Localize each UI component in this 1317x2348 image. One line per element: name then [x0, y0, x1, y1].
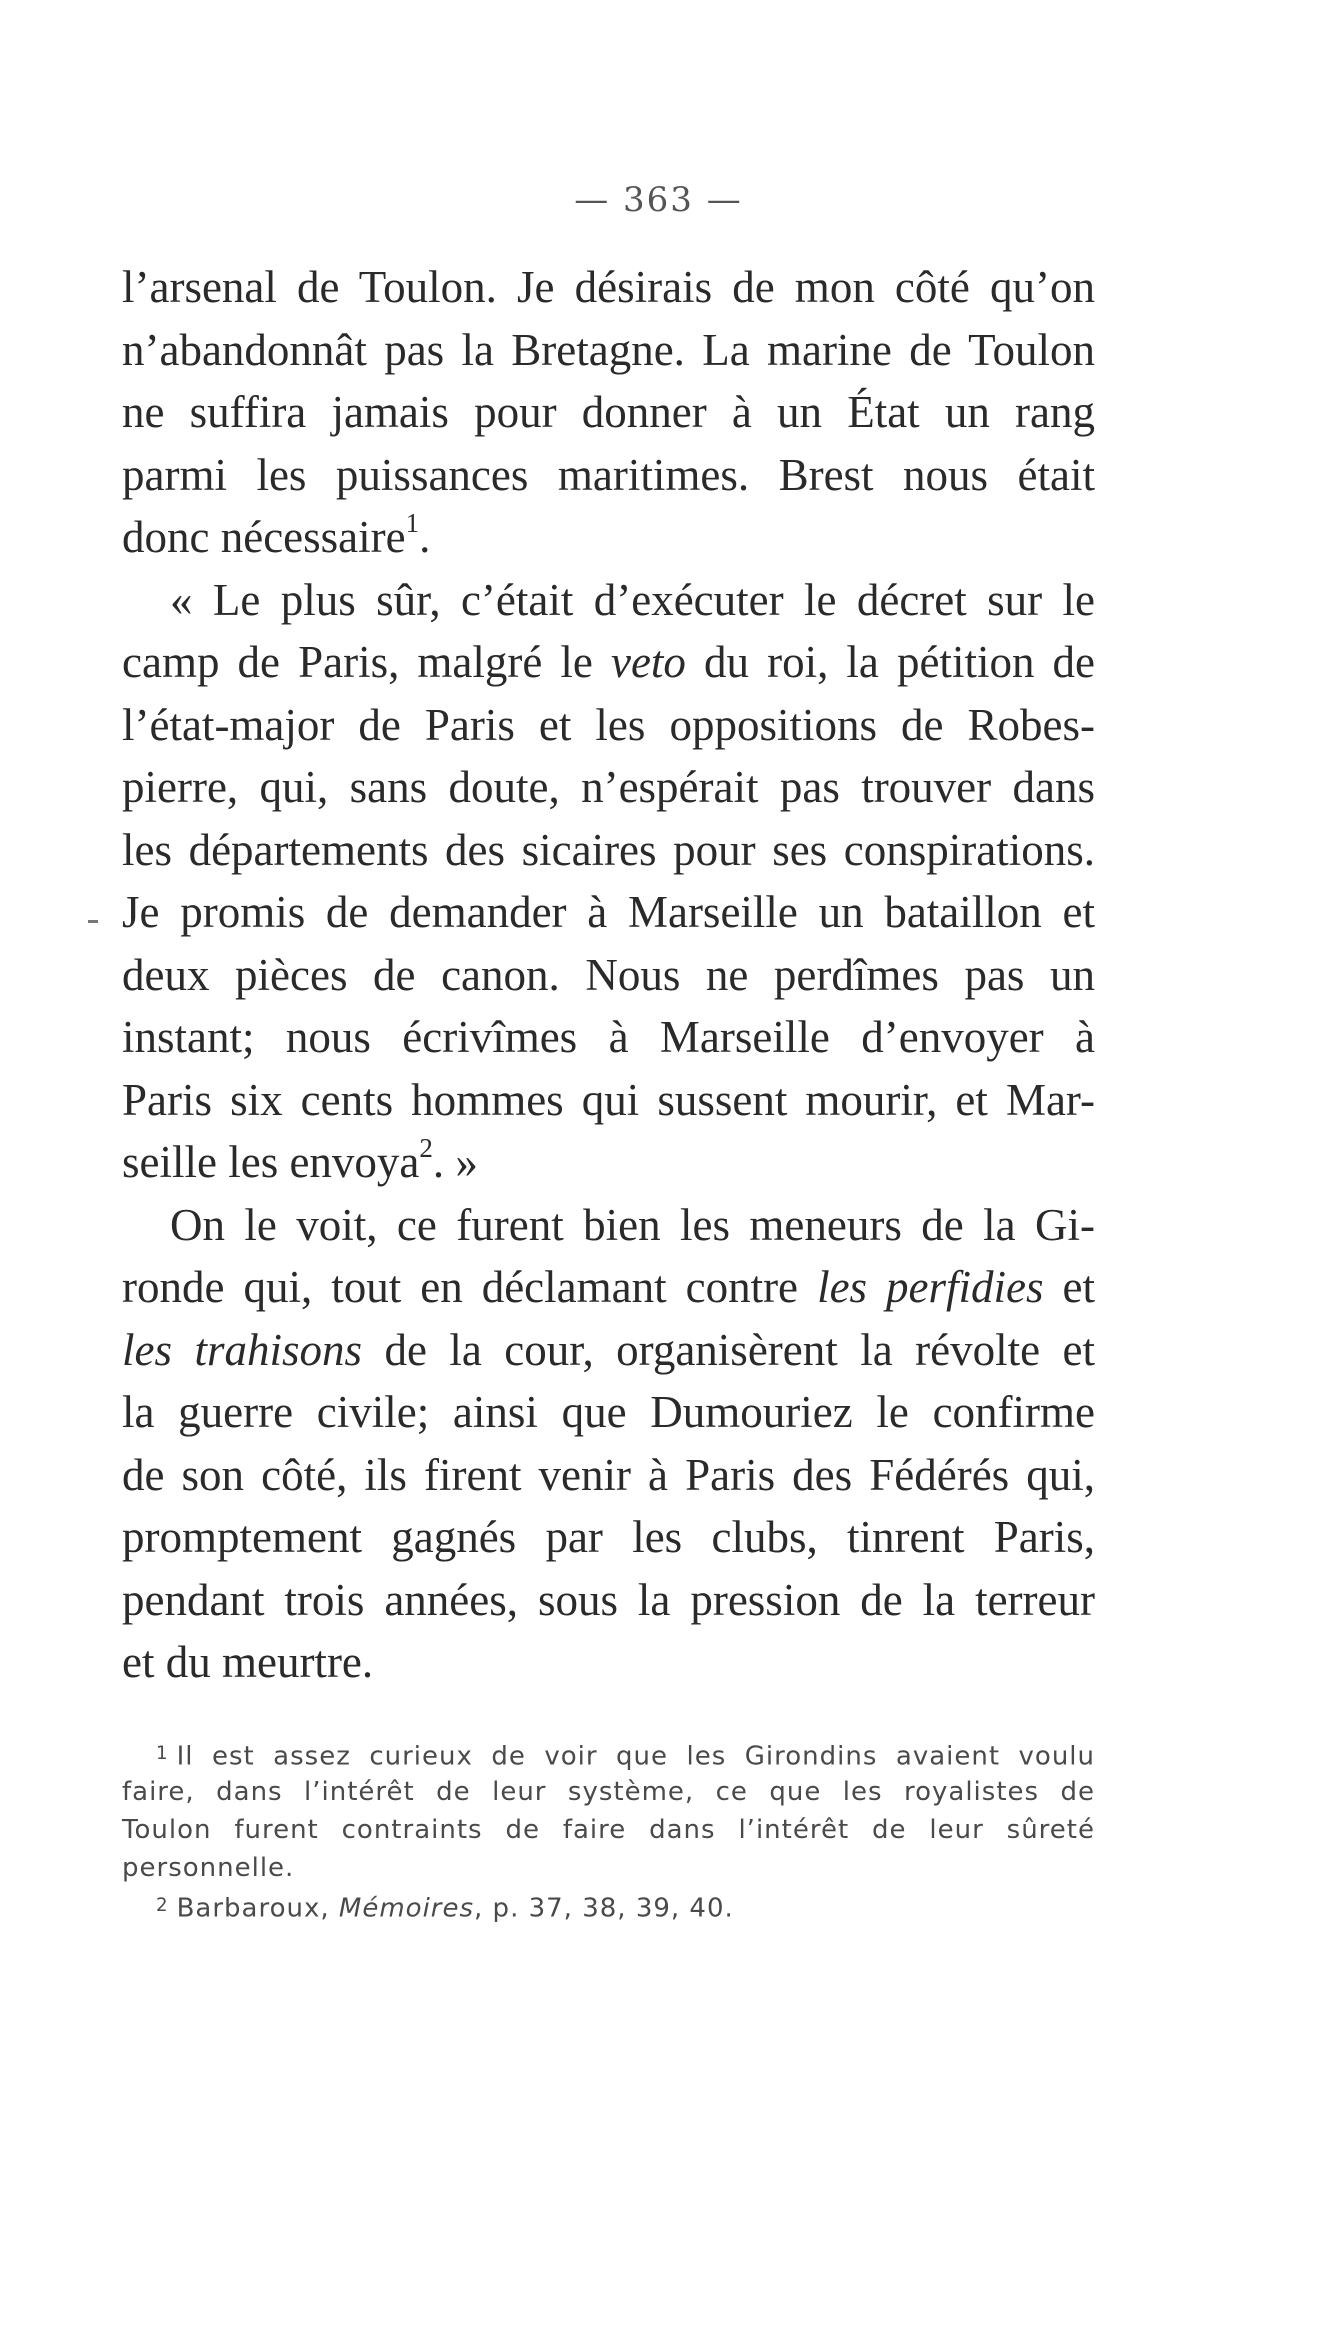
text-fragment: . » — [432, 1137, 478, 1187]
italic-term: les perfidies — [817, 1262, 1044, 1312]
footnote-2-line — [122, 1887, 1095, 1925]
text-line: On le voit, ce furent bien les meneurs de la Gi- — [170, 1199, 1095, 1250]
text-line: promptement gagnés par les clubs, tinrent Paris, — [122, 1512, 1095, 1562]
text-line: « Le plus sûr, c’était d’exécuter le décret sur le — [170, 574, 1095, 625]
text-line: pierre, qui, sans doute, n’espérait pas trouver dans — [122, 762, 1095, 812]
text-fragment: de la cour, organisèrent la révolte et — [384, 1324, 1095, 1375]
text-line: ne suffira jamais pour donner à un État un rang — [122, 387, 1095, 437]
text-line — [122, 1256, 1095, 1319]
footnotes — [122, 1735, 1095, 1925]
printing-mark — [88, 920, 98, 923]
text-line — [122, 506, 1095, 569]
footnote-title: Mémoires — [338, 1893, 475, 1924]
footnote-pages: , p. 37, 38, 39, 40. — [474, 1893, 734, 1924]
text-line: pendant trois années, sous la pression de la terreur — [122, 1574, 1095, 1625]
text-line: et du meurtre. — [122, 1637, 374, 1687]
text-fragment: seille les envoya — [122, 1137, 420, 1187]
text-line: les départements des sicaires pour ses conspirations. — [122, 824, 1095, 875]
italic-term: veto — [610, 637, 686, 687]
text-line: la guerre civile; ainsi que Dumouriez le confirme — [122, 1387, 1095, 1437]
footnote-1-line: faire, dans l’intérêt de leur système, ce que les royalistes de — [122, 1777, 1095, 1807]
text-fragment: ronde qui, tout en déclamant contre — [122, 1262, 799, 1312]
text-line: deux pièces de canon. Nous ne perdîmes pas un — [122, 949, 1095, 1000]
text-fragment: et — [1062, 1262, 1096, 1312]
text-fragment: donc nécessaire — [122, 512, 406, 562]
body-text — [122, 256, 1095, 1694]
footnote-1-line: personnelle. — [122, 1853, 295, 1883]
text-line: de son côté, ils firent venir à Paris des Fédérés qui, — [122, 1449, 1095, 1500]
text-fragment: du roi, la pétition de — [704, 637, 1095, 687]
footnote-1-line: Toulon furent contraints de faire dans l’intérêt de leur sûreté — [122, 1815, 1095, 1845]
footnote-ref-2: 2 — [419, 1132, 433, 1163]
text-line: parmi les puissances maritimes. Brest nous était — [122, 449, 1095, 500]
text-line — [122, 1131, 1095, 1194]
text-line: instant; nous écrivîmes à Marseille d’envoyer à — [122, 1012, 1095, 1062]
text-line: l’arsenal de Toulon. Je désirais de mon côté qu’on — [122, 262, 1095, 312]
footnote-mark: 2 — [156, 1895, 169, 1916]
text-line — [122, 1319, 1095, 1382]
footnote-1-line — [122, 1735, 1095, 1773]
text-line: n’abandonnât pas la Bretagne. La marine de Toulon — [122, 324, 1095, 375]
text-fragment: camp de Paris, malgré le — [122, 637, 593, 687]
text-line — [122, 631, 1095, 694]
text-line: Paris six cents hommes qui sussent mourir, et Mar- — [122, 1074, 1095, 1125]
text-line: l’état-major de Paris et les oppositions de Robes- — [122, 699, 1095, 750]
text-fragment: . — [419, 512, 431, 562]
footnote-mark: 1 — [156, 1743, 169, 1764]
footnote-ref-1: 1 — [405, 507, 420, 538]
page-number: — 363 — — [574, 180, 743, 220]
text-line: Je promis de demander à Marseille un bataillon et — [122, 887, 1095, 937]
footnote-author: Barbaroux, — [176, 1893, 330, 1924]
italic-term: les trahisons — [122, 1324, 362, 1375]
footnote-text: Il est assez curieux de voir que les Girondins avaient voulu — [176, 1741, 1095, 1772]
